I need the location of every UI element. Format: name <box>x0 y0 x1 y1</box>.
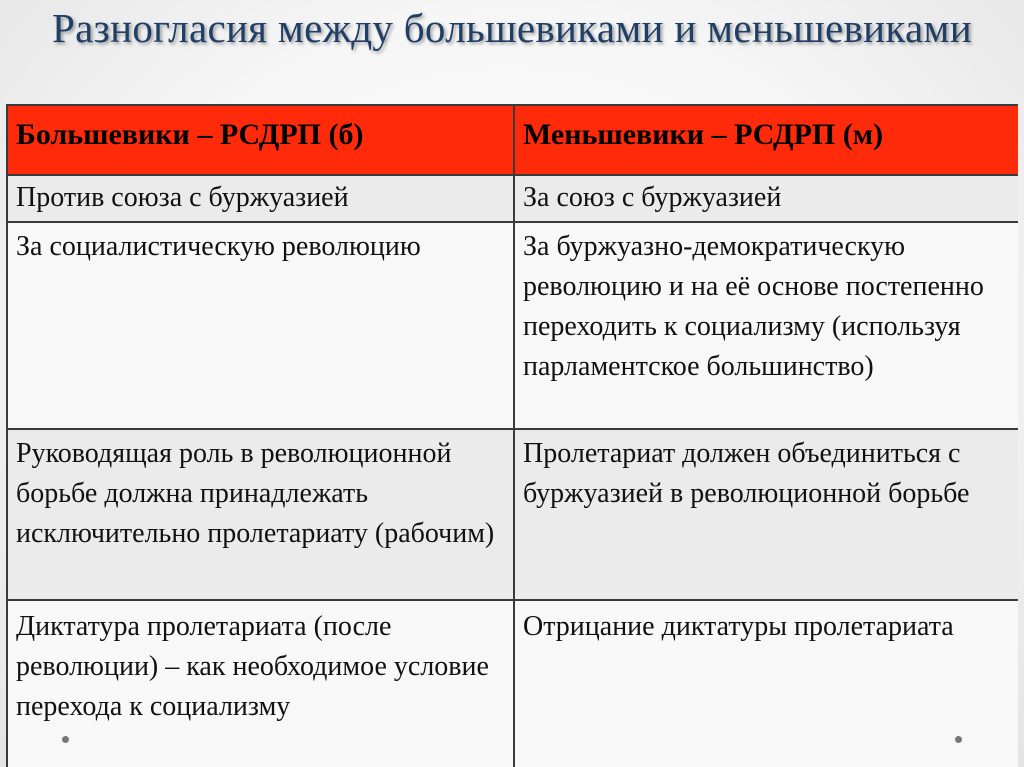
comparison-table <box>6 104 1018 767</box>
decorative-dot-left <box>62 736 69 743</box>
comparison-table-container <box>6 104 1018 767</box>
bolsheviks-cell: Против союза с буржуазией <box>7 175 514 222</box>
table-row <box>7 600 1018 767</box>
header-bolsheviks: Большевики – РСДРП (б) <box>7 105 514 175</box>
mensheviks-cell: За союз с буржуазией <box>514 175 1018 222</box>
table-header-row <box>7 105 1018 175</box>
table-row <box>7 175 1018 222</box>
mensheviks-cell: Пролетариат должен объединиться с буржуазией в революционной борьбе <box>514 429 1018 600</box>
table-row <box>7 222 1018 429</box>
slide-title: Разногласия между большевиками и меньшевиками <box>52 5 972 51</box>
mensheviks-cell: Отрицание диктатуры пролетариата <box>514 600 1018 767</box>
table-row <box>7 429 1018 600</box>
bolsheviks-cell: Диктатура пролетариата (после революции) – как необходимое условие перехода к социализму <box>7 600 514 767</box>
mensheviks-cell: За буржуазно-демократическую революцию и на её основе постепенно переходить к социализму (используя парламентское большинство) <box>514 222 1018 429</box>
bolsheviks-cell: За социалистическую революцию <box>7 222 514 429</box>
bolsheviks-cell: Руководящая роль в революционной борьбе должна принадлежать исключительно пролетариату (рабочим) <box>7 429 514 600</box>
header-mensheviks: Меньшевики – РСДРП (м) <box>514 105 1018 175</box>
decorative-dot-right <box>955 736 962 743</box>
